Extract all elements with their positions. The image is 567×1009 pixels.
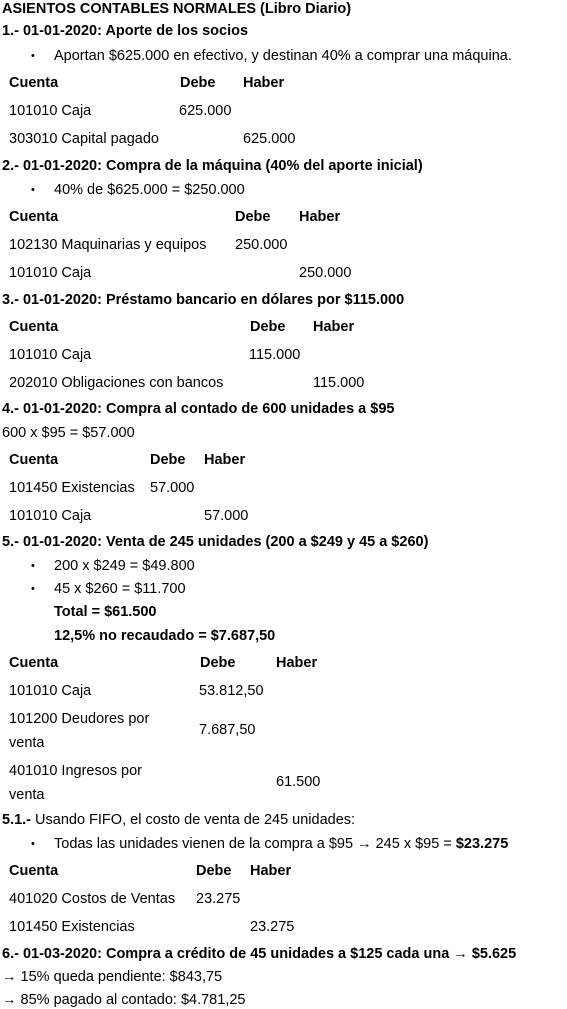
header-debe: Debe — [180, 75, 216, 91]
entry-5-row-3-haber: 61.500 — [276, 774, 321, 790]
entry-6-line-1: → 15% queda pendiente: $843,75 — [2, 969, 223, 985]
entry-5-bullet-2: 45 x $260 = $11.700 — [54, 581, 186, 597]
entry-5-1-bullet — [54, 835, 508, 853]
entry-1-row-2-haber: 625.000 — [243, 131, 296, 147]
entry-2-row-1-cuenta: 102130 Maquinarias y equipos — [9, 237, 207, 253]
entry-2-row-1-debe: 250.000 — [235, 237, 288, 253]
entry-5-1-row-1-debe: 23.275 — [196, 891, 241, 907]
entry-1-bullet: Aportan $625.000 en efectivo, y destinan 40% a comprar una máquina. — [54, 48, 512, 64]
bullet-icon: • — [31, 184, 35, 196]
entry-5-row-2-debe: 7.687,50 — [199, 722, 256, 738]
entry-3-row-2-cuenta: 202010 Obligaciones con bancos — [9, 375, 224, 391]
entry-5-1-number: 5.1.- — [2, 812, 32, 828]
bullet-icon: • — [31, 583, 35, 595]
entry-6-heading: 6.- 01-03-2020: Compra a crédito de 45 unidades a $125 cada una → $5.625 — [2, 946, 517, 962]
entry-4-row-2-cuenta: 101010 Caja — [9, 508, 92, 524]
document-title: ASIENTOS CONTABLES NORMALES (Libro Diario) — [2, 1, 352, 17]
entry-2-bullet: 40% de $625.000 = $250.000 — [54, 182, 245, 198]
header-haber: Haber — [313, 319, 355, 335]
header-cuenta: Cuenta — [9, 655, 59, 671]
header-cuenta: Cuenta — [9, 75, 59, 91]
entry-5-heading: 5.- 01-01-2020: Venta de 245 unidades (200 a $249 y 45 a $260) — [2, 534, 429, 550]
entry-2-heading: 2.- 01-01-2020: Compra de la máquina (40% del aporte inicial) — [2, 158, 423, 174]
entry-4-row-1-debe: 57.000 — [150, 480, 195, 496]
bullet-icon: • — [31, 560, 35, 572]
header-haber: Haber — [299, 209, 341, 225]
header-cuenta: Cuenta — [9, 452, 59, 468]
entry-4-row-1-cuenta: 101450 Existencias — [9, 480, 135, 496]
entry-5-1-row-1-cuenta: 401020 Costos de Ventas — [9, 891, 176, 907]
entry-5-bullet-1: 200 x $249 = $49.800 — [54, 558, 195, 574]
entry-3-row-2-haber: 115.000 — [313, 375, 365, 391]
entry-5-1-text: Usando FIFO, el costo de venta de 245 unidades: — [31, 812, 356, 828]
entry-4-heading: 4.- 01-01-2020: Compra al contado de 600 unidades a $95 — [2, 401, 395, 417]
entry-5-row-2-cuenta-line-1: 101200 Deudores por — [9, 711, 150, 727]
header-haber: Haber — [243, 75, 285, 91]
entry-5-1-heading — [2, 811, 355, 829]
entry-5-row-2-cuenta-line-2: venta — [9, 735, 45, 751]
entry-2-row-2-cuenta: 101010 Caja — [9, 265, 92, 281]
entry-5-1-bullet-total: $23.275 — [455, 836, 509, 852]
header-debe: Debe — [150, 452, 186, 468]
entry-6-line-2: → 85% pagado al contado: $4.781,25 — [2, 992, 246, 1008]
header-debe: Debe — [196, 863, 232, 879]
bullet-icon: • — [31, 50, 35, 62]
bullet-icon: • — [31, 838, 35, 850]
entry-4-calculation: 600 x $95 = $57.000 — [2, 425, 135, 441]
header-haber: Haber — [250, 863, 292, 879]
entry-5-1-row-2-haber: 23.275 — [250, 919, 295, 935]
entry-5-row-1-cuenta: 101010 Caja — [9, 683, 92, 699]
entry-5-row-3-cuenta-line-1: 401010 Ingresos por — [9, 763, 143, 779]
entry-4-row-2-haber: 57.000 — [204, 508, 249, 524]
entry-5-row-1-debe: 53.812,50 — [199, 683, 264, 699]
entry-3-heading: 3.- 01-01-2020: Préstamo bancario en dólares por $115.000 — [2, 292, 405, 308]
header-cuenta: Cuenta — [9, 319, 59, 335]
header-debe: Debe — [200, 655, 236, 671]
entry-5-no-recaudado: 12,5% no recaudado = $7.687,50 — [54, 628, 276, 644]
entry-1-heading: 1.- 01-01-2020: Aporte de los socios — [2, 23, 249, 39]
entry-5-row-3-cuenta-line-2: venta — [9, 787, 45, 803]
entry-3-row-1-cuenta: 101010 Caja — [9, 347, 92, 363]
header-debe: Debe — [235, 209, 271, 225]
entry-5-1-bullet-text: Todas las unidades vienen de la compra a $95 → 245 x $95 = — [54, 836, 456, 852]
header-haber: Haber — [204, 452, 246, 468]
header-cuenta: Cuenta — [9, 863, 59, 879]
entry-1-row-2-cuenta: 303010 Capital pagado — [9, 131, 159, 147]
entry-5-total: Total = $61.500 — [54, 604, 157, 620]
header-haber: Haber — [276, 655, 318, 671]
entry-1-row-1-debe: 625.000 — [179, 103, 232, 119]
header-debe: Debe — [250, 319, 286, 335]
entry-5-1-row-2-cuenta: 101450 Existencias — [9, 919, 135, 935]
entry-2-row-2-haber: 250.000 — [299, 265, 352, 281]
entry-1-row-1-cuenta: 101010 Caja — [9, 103, 92, 119]
header-cuenta: Cuenta — [9, 209, 59, 225]
entry-3-row-1-debe: 115.000 — [249, 347, 301, 363]
